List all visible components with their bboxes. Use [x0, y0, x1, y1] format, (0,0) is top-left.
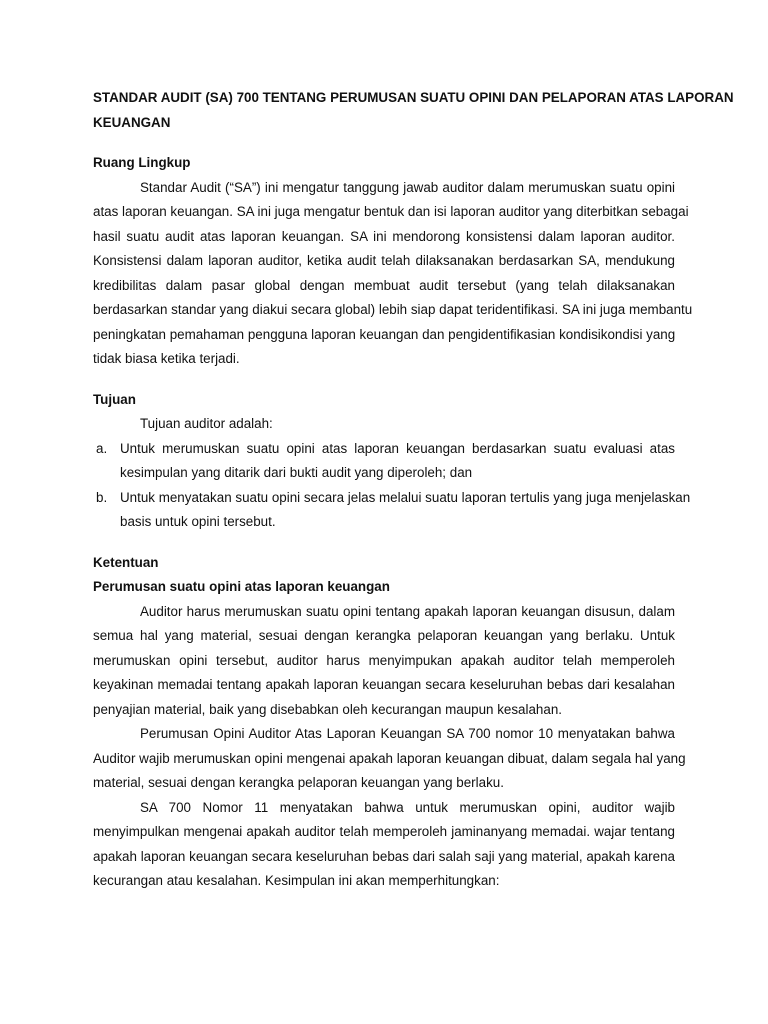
section-subheading: Perumusan suatu opini atas laporan keuangan: [93, 579, 390, 594]
paragraph: [93, 600, 675, 723]
paragraph-line: hasil suatu audit atas laporan keuangan. SA ini mendorong konsistensi dalam laporan auditor.: [93, 228, 675, 244]
section-ketentuan: [93, 551, 686, 894]
title-line-2: KEUANGAN: [93, 114, 171, 130]
paragraph-line: berdasarkan standar yang diakui secara global) lebih siap dapat teridentifikasi. SA ini juga membantu: [93, 302, 693, 317]
section-heading: Ketentuan: [93, 554, 159, 570]
paragraph-line: penyajian material, baik yang disebabkan oleh kecurangan maupun kesalahan.: [93, 701, 562, 717]
paragraph: [93, 722, 686, 796]
paragraph-line: merumuskan opini tersebut, auditor harus menyimpukan apakah auditor telah memperoleh: [93, 652, 675, 668]
paragraph-line: Auditor wajib merumuskan opini mengenai apakah laporan keuangan dibuat, dalam segala hal yang: [93, 750, 686, 766]
paragraph-line: peningkatan pemahaman pengguna laporan keuangan dan pengidentifikasian kondisikondisi yang: [93, 326, 676, 342]
paragraph-line: material, sesuai dengan kerangka pelaporan keuangan yang berlaku.: [93, 775, 504, 790]
paragraph-line: tidak biasa ketika terjadi.: [93, 351, 240, 366]
paragraph-line: keyakinan memadai tentang apakah laporan keuangan secara keseluruhan bebas dari kesalahan: [93, 677, 675, 692]
section-ruang-lingkup: [93, 151, 693, 372]
paragraph-line: kecurangan atau kesalahan. Kesimpulan ini akan memperhitungkan:: [93, 873, 500, 888]
paragraph-line: Auditor harus merumuskan suatu opini tentang apakah laporan keuangan disusun, dalam: [140, 603, 675, 619]
list-item-text: kesimpulan yang ditarik dari bukti audit yang diperoleh; dan: [120, 465, 473, 480]
list-item-text: Untuk merumuskan suatu opini atas laporan keuangan berdasarkan suatu evaluasi atas: [120, 440, 675, 456]
list-item: [93, 437, 675, 486]
section-heading: Ruang Lingkup: [93, 155, 191, 170]
paragraph-line: SA 700 Nomor 11 menyatakan bahwa untuk merumuskan opini, auditor wajib: [140, 799, 675, 815]
page-title: [93, 86, 734, 135]
paragraph-line: Perumusan Opini Auditor Atas Laporan Keuangan SA 700 nomor 10 menyatakan bahwa: [140, 726, 675, 741]
paragraph-line: atas laporan keuangan. SA ini juga mengatur bentuk dan isi laporan auditor yang diterbitkan sebagai: [93, 204, 689, 219]
section-tujuan: [93, 388, 691, 535]
list-item-text: Untuk menyatakan suatu opini secara jelas melalui suatu laporan tertulis yang juga menjelaskan: [120, 489, 691, 505]
paragraph-line: kredibilitas dalam pasar global dengan membuat audit tersebut (yang telah dilaksanakan: [93, 277, 675, 293]
list-item-text: basis untuk opini tersebut.: [120, 514, 276, 529]
paragraph-line: Standar Audit (“SA”) ini mengatur tanggung jawab auditor dalam merumuskan suatu opini: [140, 179, 675, 195]
title-line-1: STANDAR AUDIT (SA) 700 TENTANG PERUMUSAN SUATU OPINI DAN PELAPORAN ATAS LAPORAN: [93, 90, 734, 105]
list-item: [93, 486, 691, 535]
paragraph-line: Konsistensi dalam laporan auditor, ketika audit telah dilaksanakan berdasarkan SA, mendukung: [93, 253, 675, 268]
paragraph-line: semua hal yang material, sesuai dengan kerangka pelaporan keuangan yang berlaku. Untuk: [93, 628, 675, 643]
paragraph: [93, 796, 675, 894]
paragraph-line: apakah laporan keuangan secara keseluruhan bebas dari salah saji yang material, apakah karena: [93, 848, 675, 864]
list-marker: a.: [96, 440, 108, 456]
document-body: [93, 86, 734, 894]
list-intro: Tujuan auditor adalah:: [140, 416, 273, 431]
paragraph-line: menyimpulkan mengenai apakah auditor telah memperoleh jaminanyang memadai. wajar tentang: [93, 824, 675, 839]
list-marker: b.: [96, 489, 108, 505]
section-heading: Tujuan: [93, 391, 136, 407]
